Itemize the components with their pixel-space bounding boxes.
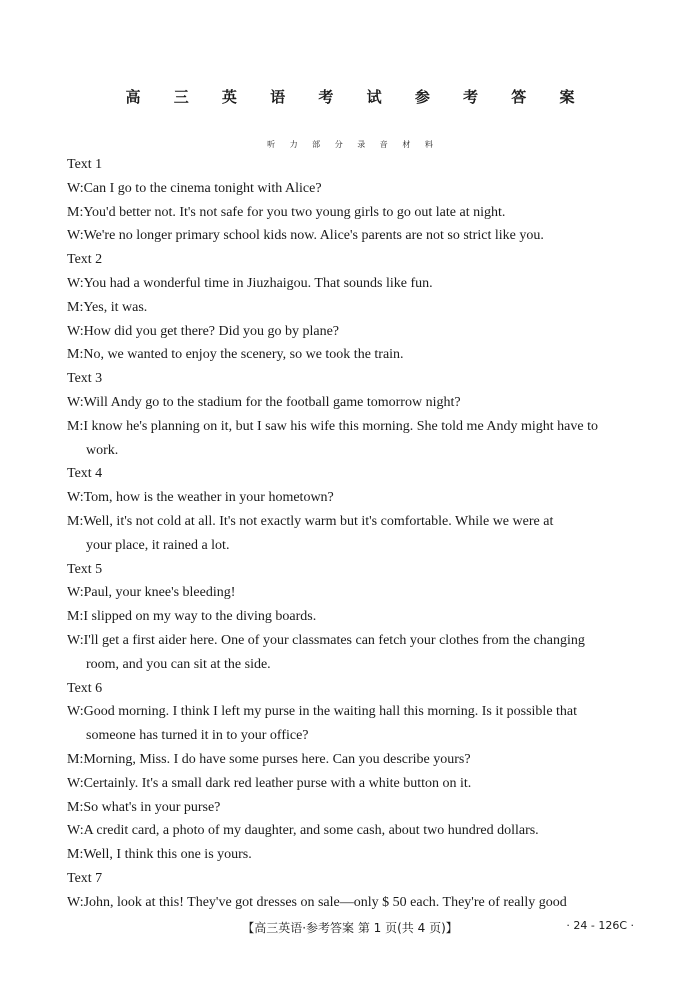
- text-section-heading: Text 6: [67, 680, 103, 696]
- transcript-line: W:You had a wonderful time in Jiuzhaigou. That sounds like fun.: [67, 275, 433, 291]
- text-section-heading: Text 1: [67, 157, 103, 172]
- transcript-line: W:How did you get there? Did you go by plane?: [67, 323, 340, 339]
- transcript-line: W:Will Andy go to the stadium for the football game tomorrow night?: [67, 394, 461, 410]
- transcript-line: W:Tom, how is the weather in your hometown?: [67, 490, 334, 506]
- footer-code: · 24 - 126C ·: [566, 919, 634, 932]
- text-section-heading: Text 4: [67, 466, 103, 482]
- transcript-line: someone has turned it in to your office?: [86, 728, 309, 744]
- transcript-line: W:Good morning. I think I left my purse in the waiting hall this morning. Is it possible that: [67, 704, 578, 720]
- text-section-heading: Text 7: [67, 870, 103, 886]
- transcript-line: M:You'd better not. It's not safe for you two young girls to go out late at night.: [67, 204, 506, 220]
- transcript-line: M:So what's in your purse?: [67, 799, 221, 815]
- transcript-line: M:Well, I think this one is yours.: [67, 847, 252, 863]
- transcript-line: M:Morning, Miss. I do have some purses here. Can you describe yours?: [67, 751, 471, 767]
- transcript-line: M:I slipped on my way to the diving boards.: [67, 609, 317, 625]
- page-title: 高 三 英 语 考 试 参 考 答 案: [125, 88, 589, 106]
- transcript-line: room, and you can sit at the side.: [86, 656, 271, 672]
- text-section-heading: Text 5: [67, 561, 103, 577]
- transcript-body: [67, 153, 635, 915]
- page-footer: [0, 919, 700, 939]
- transcript-line: W:Can I go to the cinema tonight with Alice?: [67, 180, 322, 196]
- transcript-line: M:Well, it's not cold at all. It's not exactly warm but it's comfortable. While we were at: [67, 513, 554, 529]
- text-section-heading: Text 2: [67, 252, 103, 268]
- transcript-line: W:Paul, your knee's bleeding!: [67, 585, 236, 601]
- transcript-line: M:Yes, it was.: [67, 299, 148, 315]
- text-section-heading: Text 3: [67, 371, 103, 387]
- transcript-line: W:John, look at this! They've got dresses on sale—only $ 50 each. They're of really good: [67, 894, 567, 910]
- footer-page-info: 【高三英语·参考答案 第 1 页(共 4 页)】: [242, 921, 458, 935]
- transcript-line: W:We're no longer primary school kids now. Alice's parents are not so strict like you.: [67, 228, 544, 244]
- transcript-line: W:I'll get a first aider here. One of your classmates can fetch your clothes from the changing: [67, 632, 585, 648]
- section-subtitle: 听 力 部 分 录 音 材 料: [267, 140, 439, 149]
- transcript-line: work.: [86, 442, 119, 458]
- transcript-line: M:I know he's planning on it, but I saw his wife this morning. She told me Andy might have to: [67, 418, 598, 434]
- transcript-line: W:Certainly. It's a small dark red leather purse with a white button on it.: [67, 775, 472, 791]
- transcript-line: W:A credit card, a photo of my daughter, and some cash, about two hundred dollars.: [67, 823, 539, 839]
- transcript-line: M:No, we wanted to enjoy the scenery, so we took the train.: [67, 347, 404, 363]
- transcript-line: your place, it rained a lot.: [86, 537, 230, 553]
